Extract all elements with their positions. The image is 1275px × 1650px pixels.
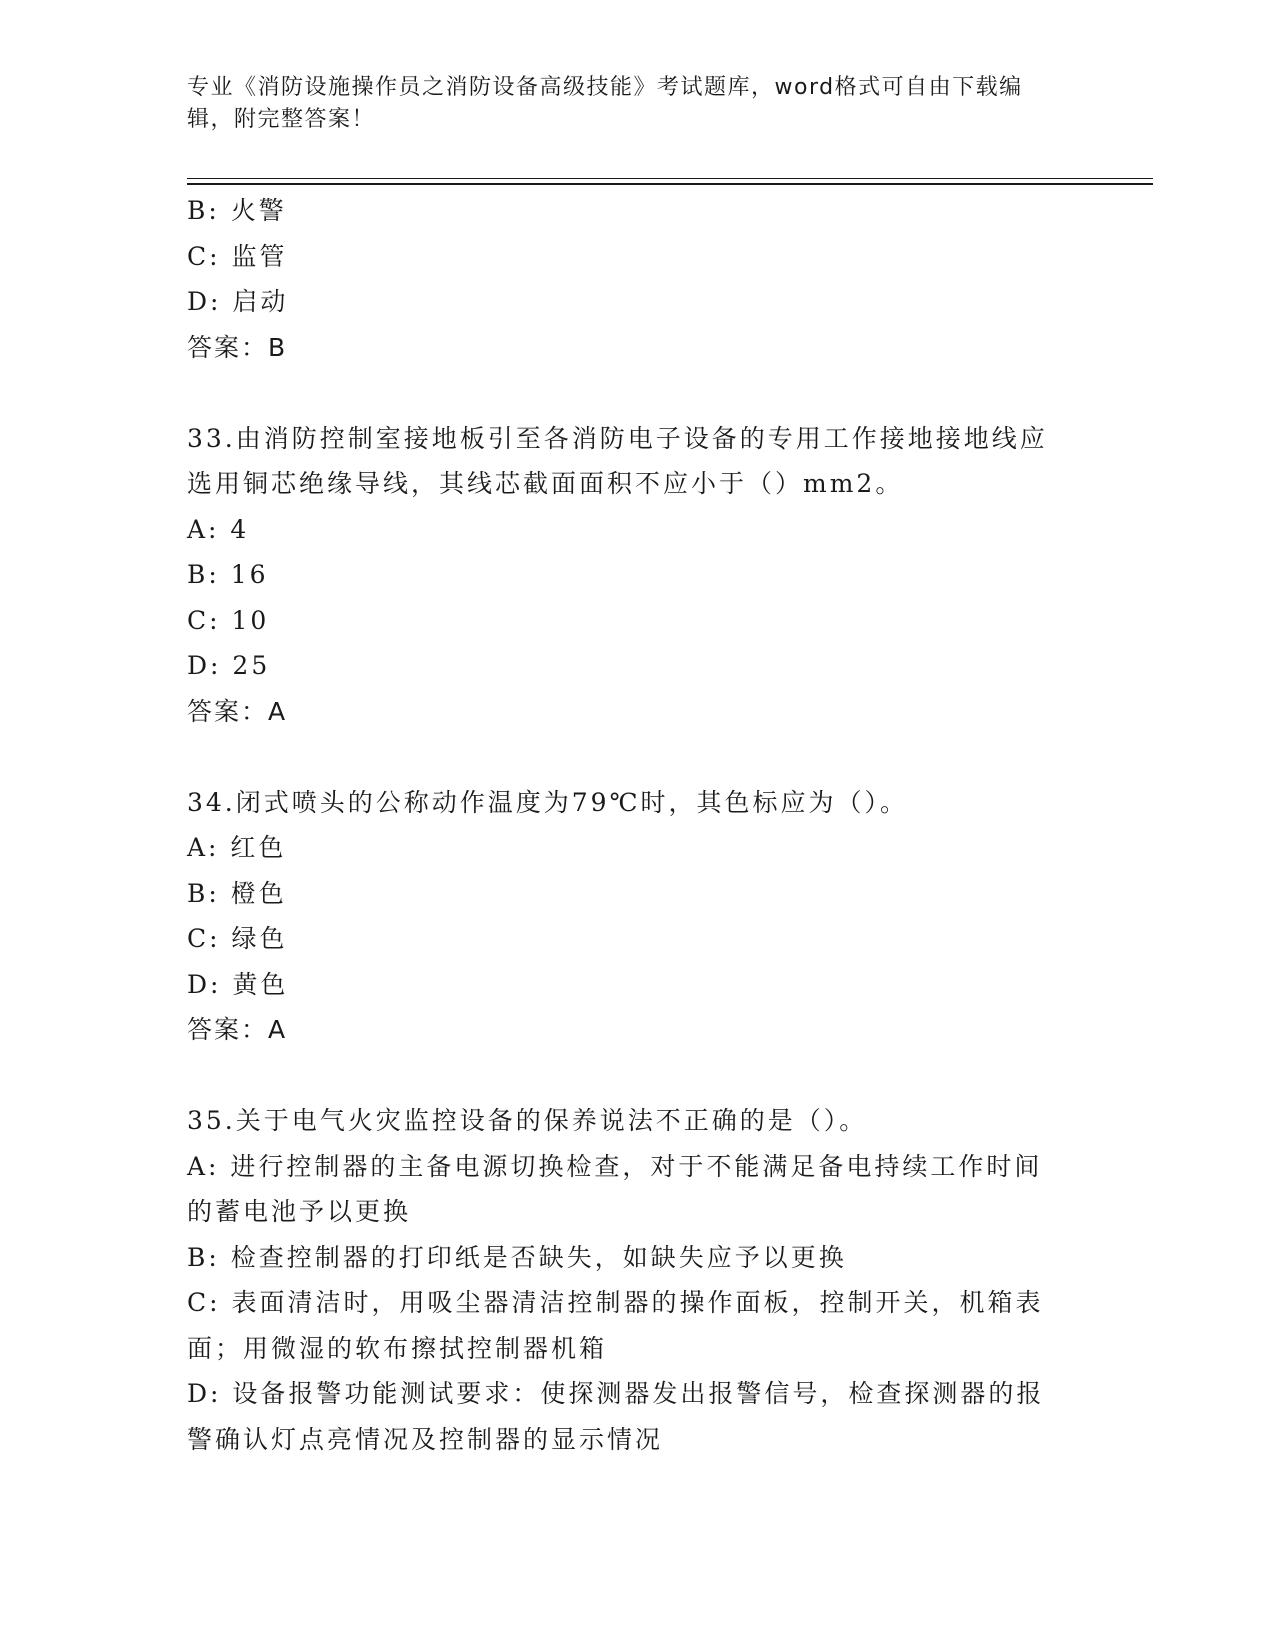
option-d-continued: 警确认灯点亮情况及控制器的显示情况 [187,1424,664,1454]
question-32-continued [187,188,1077,370]
question-stem-line: 选用铜芯绝缘导线，其线芯截面面积不应小于（）mm2。 [187,469,904,498]
option-d: D: 25 [187,651,271,680]
question-35 [187,1098,1077,1462]
answer-line: 答案：B [187,332,288,362]
option-d: D: 设备报警功能测试要求：使探测器发出报警信号，检查探测器的报 [187,1379,1045,1408]
question-stem-line: 33.由消防控制室接地板引至各消防电子设备的专用工作接地接地线应 [187,423,1048,453]
question-stem-line: 34.闭式喷头的公称动作温度为79℃时，其色标应为（）。 [187,787,909,817]
option-a: A: 4 [187,514,250,544]
question-34 [187,780,1077,1053]
header-rule-thin [187,178,1153,179]
option-c: C: 绿色 [187,924,288,953]
question-33 [187,416,1077,735]
spacer [187,1053,1077,1099]
option-d: D: 黄色 [187,969,289,999]
option-b: B: 16 [187,560,269,589]
option-c: C: 监管 [187,241,288,271]
spacer [187,370,1077,416]
option-b: B: 火警 [187,196,287,225]
header-line-2: 辑，附完整答案！ [187,107,376,132]
option-c: C: 10 [187,605,270,635]
header-line-1: 专业《消防设施操作员之消防设备高级技能》考试题库，word格式可自由下载编 [187,75,1023,100]
option-a-continued: 的蓄电池予以更换 [187,1197,412,1226]
header-rule-thick [187,183,1153,185]
option-c: C: 表面清洁时，用吸尘器清洁控制器的操作面板，控制开关，机箱表 [187,1288,1044,1317]
option-b: B: 检查控制器的打印纸是否缺失，如缺失应予以更换 [187,1242,847,1272]
option-a: A: 红色 [187,833,287,862]
answer-line: 答案：A [187,696,288,726]
option-d: D: 启动 [187,287,289,316]
option-c-continued: 面；用微湿的软布擦拭控制器机箱 [187,1333,608,1363]
question-content [187,188,1077,1462]
spacer [187,734,1077,780]
option-a: A: 进行控制器的主备电源切换检查，对于不能满足备电持续工作时间 [187,1151,1043,1181]
answer-line: 答案：A [187,1015,288,1044]
document-header [187,72,1067,136]
option-b: B: 橙色 [187,878,287,908]
question-stem-line: 35.关于电气火灾监控设备的保养说法不正确的是（）。 [187,1106,868,1135]
